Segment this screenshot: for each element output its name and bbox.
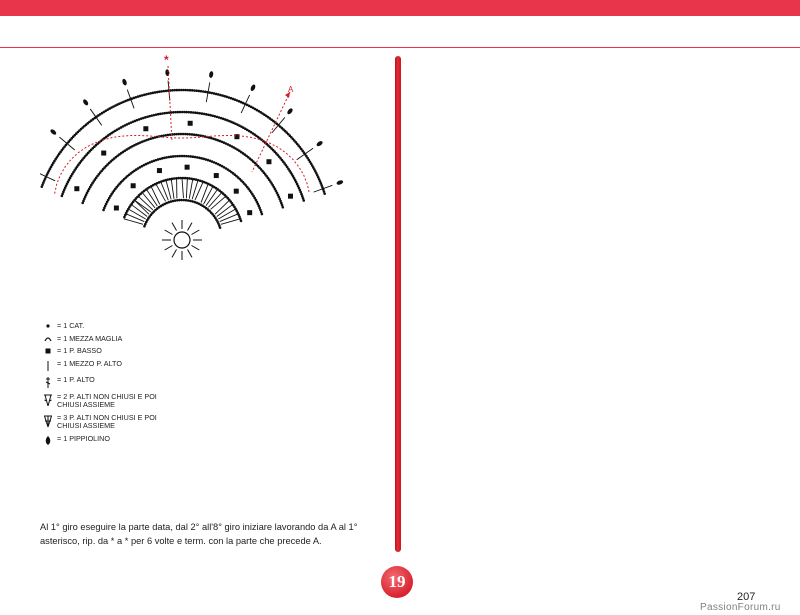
- chain-stitch: [163, 112, 166, 115]
- chain-stitch: [154, 91, 157, 94]
- single-crochet-square: [234, 134, 239, 139]
- three-treble-cluster-icon: [43, 414, 53, 428]
- chain-stitch: [196, 156, 199, 159]
- slip-stitch-icon: [43, 335, 53, 343]
- chain-stitch: [213, 92, 216, 95]
- chain-stitch: [81, 202, 84, 205]
- chain-stitch: [192, 155, 195, 158]
- center-ring: [174, 232, 190, 248]
- single-crochet-square: [188, 121, 193, 126]
- chain-stitch: [163, 157, 166, 160]
- single-crochet-square: [74, 186, 79, 191]
- crochet-chart-diagram: [40, 52, 370, 272]
- legend-label: = 1 P. ALTO: [57, 374, 95, 384]
- chain-stitch: [205, 113, 208, 116]
- half-treble-icon: [44, 360, 52, 372]
- chain-stitch: [201, 112, 204, 115]
- chain-stitch: [168, 178, 171, 181]
- single-crochet-square: [234, 189, 239, 194]
- single-crochet-square: [247, 210, 252, 215]
- legend-label: = 3 P. ALTI NON CHIUSI E POI CHIUSI ASSIEME: [57, 412, 157, 430]
- chain-stitch: [102, 209, 105, 212]
- pattern-number: 19: [388, 572, 406, 591]
- header-rule: [0, 47, 800, 48]
- single-crochet-square: [131, 183, 136, 188]
- legend-row-treble: [40, 376, 190, 389]
- chain-stitch: [200, 90, 203, 93]
- picot: [336, 179, 344, 185]
- legend-label: = 1 PIPPIOLINO: [57, 433, 110, 443]
- legend-label: = 1 CAT.: [57, 321, 85, 330]
- legend-row-single-crochet: [40, 347, 190, 356]
- chain-stitch: [189, 200, 192, 203]
- start-asterisk: *: [164, 53, 169, 67]
- chain-stitch: [202, 90, 205, 93]
- center-stitch: [188, 250, 193, 258]
- chain-stitch: [40, 185, 43, 188]
- chain-stitch: [204, 91, 207, 94]
- chain-stitch: [156, 91, 159, 94]
- legend-row-three-treble-cluster: [40, 414, 190, 431]
- single-crochet-square: [114, 205, 119, 210]
- watermark: PassionForum.ru: [700, 602, 781, 613]
- chain-stitch: [194, 156, 197, 159]
- treble-stitch: [195, 182, 203, 200]
- chain-stitch: [165, 90, 168, 93]
- treble-stitch: [218, 209, 235, 219]
- top-color-band: [0, 0, 800, 16]
- legend-row-chain: [40, 322, 190, 331]
- picot: [316, 140, 324, 147]
- chain-stitch: [204, 135, 207, 138]
- chain-stitch: [197, 134, 200, 137]
- picot: [209, 71, 214, 78]
- chain-stitch: [159, 113, 162, 116]
- treble-stitch: [171, 179, 174, 199]
- cluster-stitch: [297, 148, 313, 159]
- treble-icon: [44, 376, 52, 389]
- center-stitch: [192, 230, 200, 235]
- picot: [121, 78, 127, 86]
- chain-stitch: [61, 195, 64, 198]
- dot-icon: [44, 322, 52, 330]
- start-point-label: A: [288, 85, 294, 94]
- chain-stitch: [172, 155, 175, 158]
- single-crochet-square: [143, 126, 148, 131]
- chain-stitch: [164, 134, 167, 137]
- chain-stitch: [152, 92, 155, 95]
- legend-label: = 1 MEZZO P. ALTO: [57, 358, 122, 368]
- single-crochet-square: [266, 159, 271, 164]
- picot: [82, 98, 89, 106]
- chain-stitch: [198, 112, 201, 115]
- chain-stitch: [195, 134, 198, 137]
- chain-stitch: [155, 113, 158, 116]
- single-crochet-square: [288, 194, 293, 199]
- two-treble-cluster-icon: [43, 393, 53, 407]
- center-stitch: [192, 246, 200, 251]
- center-stitch: [165, 230, 173, 235]
- working-path: [55, 136, 310, 194]
- page-number: 207: [737, 591, 756, 603]
- chain-stitch: [200, 157, 203, 160]
- center-stitch: [172, 223, 177, 231]
- chain-stitch: [165, 156, 168, 159]
- chain-stitch: [207, 113, 210, 116]
- chain-stitch: [211, 92, 214, 95]
- single-crochet-square: [157, 168, 162, 173]
- chain-stitch: [209, 114, 212, 117]
- center-stitch: [165, 246, 173, 251]
- chain-stitch: [157, 113, 160, 116]
- picot-icon: [44, 435, 52, 446]
- treble-stitch: [186, 178, 187, 198]
- chain-stitch: [168, 156, 171, 159]
- chain-stitch: [173, 177, 176, 180]
- legend-row-slip-stitch: [40, 335, 190, 344]
- treble-stitch: [182, 178, 183, 198]
- chain-stitch: [208, 91, 211, 94]
- chain-stitch: [158, 90, 161, 93]
- chain-stitch: [162, 134, 165, 137]
- chain-stitch: [176, 199, 179, 202]
- chain-stitch: [149, 92, 152, 95]
- chain-stitch: [203, 113, 206, 116]
- legend-row-picot: [40, 435, 190, 446]
- treble-stitch: [189, 179, 192, 199]
- symbol-legend: [40, 322, 190, 450]
- treble-stitch: [128, 209, 145, 219]
- center-stitch: [172, 250, 177, 258]
- chain-stitch: [160, 90, 163, 93]
- chain-stitch: [187, 199, 190, 202]
- chain-stitch: [143, 225, 146, 228]
- legend-label: = 1 MEZZA MAGLIA: [57, 333, 123, 343]
- treble-stitch: [204, 186, 213, 204]
- chain-stitch: [199, 134, 202, 137]
- treble-stitch: [192, 180, 198, 199]
- pattern-instructions: Al 1° giro eseguire la parte data, dal 2° all'8° giro iniziare lavorando da A al 1° asterisco, rip. da * a * per 6 volte e term. con la parte che precede A.: [40, 522, 358, 546]
- chain-stitch: [195, 178, 198, 181]
- start-arrow: [168, 66, 172, 142]
- legend-label: = 2 P. ALTI NON CHIUSI E POI CHIUSI ASSIEME: [57, 391, 157, 409]
- legend-label: = 1 P. BASSO: [57, 346, 102, 355]
- center-stitch: [188, 223, 193, 231]
- square-icon: [44, 347, 52, 355]
- pattern-number-badge: [381, 566, 413, 598]
- picot: [250, 84, 256, 92]
- single-crochet-square: [185, 165, 190, 170]
- single-crochet-square: [214, 173, 219, 178]
- chain-stitch: [174, 199, 177, 202]
- page-spine-thread: [395, 56, 401, 552]
- chain-stitch: [167, 134, 170, 137]
- legend-row-two-treble-cluster: [40, 393, 190, 410]
- treble-stitch: [201, 184, 208, 203]
- chain-stitch: [161, 112, 164, 115]
- picot: [286, 107, 293, 115]
- cluster-stitch: [90, 109, 101, 125]
- chain-stitch: [170, 155, 173, 158]
- picot: [49, 128, 57, 135]
- chain-stitch: [162, 90, 165, 93]
- single-crochet-square: [101, 151, 106, 156]
- chain-stitch: [198, 157, 201, 160]
- chain-stitch: [166, 112, 169, 115]
- chain-stitch: [123, 216, 126, 219]
- chain-stitch: [169, 133, 172, 136]
- chain-stitch: [215, 93, 218, 96]
- legend-row-half-treble: [40, 360, 190, 372]
